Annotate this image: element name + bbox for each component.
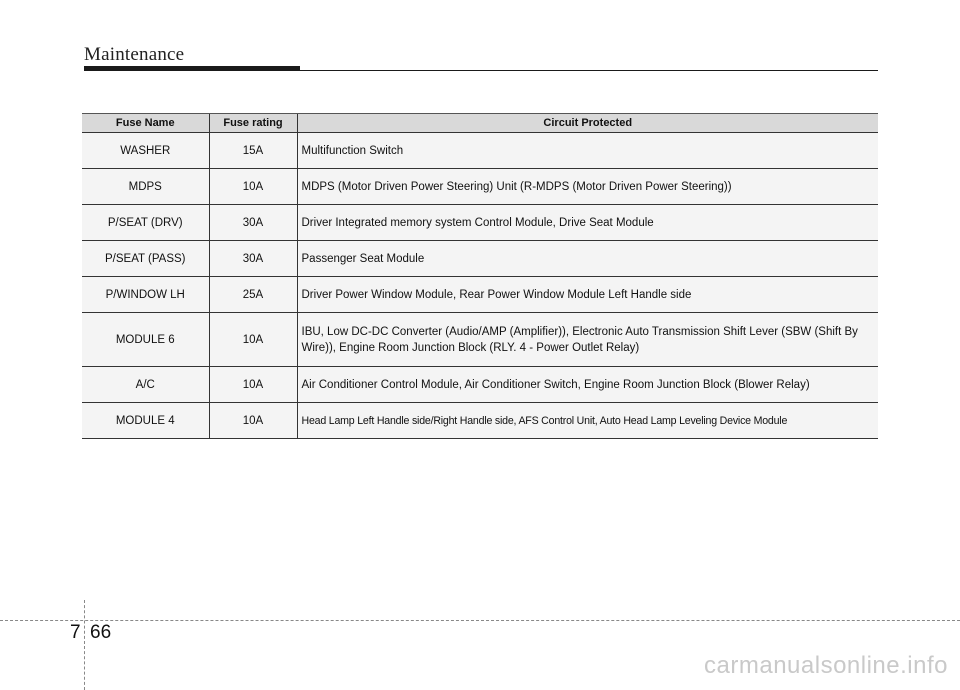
footer-crop-line-vertical	[84, 600, 85, 690]
fuse-rating-cell: 30A	[209, 205, 297, 241]
table-row	[82, 367, 878, 403]
fuse-rating-cell: 10A	[209, 403, 297, 439]
fuse-name-cell: P/WINDOW LH	[82, 277, 209, 313]
circuit-cell: Air Conditioner Control Module, Air Conditioner Switch, Engine Room Junction Block (Blower Relay)	[297, 367, 878, 403]
table-header-row	[82, 114, 878, 133]
header-fuse-rating: Fuse rating	[209, 114, 297, 133]
table-row	[82, 169, 878, 205]
header-fuse-name: Fuse Name	[82, 114, 209, 133]
fuse-rating-cell: 10A	[209, 313, 297, 367]
circuit-cell: MDPS (Motor Driven Power Steering) Unit (R-MDPS (Motor Driven Power Steering))	[297, 169, 878, 205]
table-row	[82, 241, 878, 277]
page-number: 66	[90, 622, 112, 643]
footer-crop-line-horizontal	[0, 620, 960, 621]
fuse-rating-cell: 25A	[209, 277, 297, 313]
fuse-name-cell: MODULE 6	[82, 313, 209, 367]
table-row	[82, 403, 878, 439]
circuit-cell: Driver Power Window Module, Rear Power Window Module Left Handle side	[297, 277, 878, 313]
table-row	[82, 313, 878, 367]
watermark-text: carmanualsonline.info	[704, 652, 948, 679]
table-row	[82, 205, 878, 241]
chapter-number: 7	[70, 622, 81, 643]
fuse-rating-cell: 15A	[209, 133, 297, 169]
fuse-rating-cell: 30A	[209, 241, 297, 277]
table-row	[82, 277, 878, 313]
fuse-name-cell: P/SEAT (DRV)	[82, 205, 209, 241]
circuit-cell: Passenger Seat Module	[297, 241, 878, 277]
circuit-cell: Head Lamp Left Handle side/Right Handle side, AFS Control Unit, Auto Head Lamp Leveling Device Module	[297, 403, 878, 439]
fuse-name-cell: P/SEAT (PASS)	[82, 241, 209, 277]
fuse-rating-cell: 10A	[209, 367, 297, 403]
fuse-name-cell: A/C	[82, 367, 209, 403]
circuit-cell: Multifunction Switch	[297, 133, 878, 169]
header-circuit-protected: Circuit Protected	[297, 114, 878, 133]
table-row	[82, 133, 878, 169]
circuit-cell: IBU, Low DC-DC Converter (Audio/AMP (Amplifier)), Electronic Auto Transmission Shift Lever (SBW (Shift By Wire)), Engine Room Junction Block (RLY. 4 - Power Outlet Relay)	[297, 313, 878, 367]
header-accent-bar	[84, 66, 300, 71]
fuse-name-cell: WASHER	[82, 133, 209, 169]
header-rule	[300, 70, 878, 71]
page-header-title: Maintenance	[84, 44, 185, 65]
fuse-rating-cell: 10A	[209, 169, 297, 205]
fuse-table	[82, 113, 878, 439]
circuit-cell: Driver Integrated memory system Control Module, Drive Seat Module	[297, 205, 878, 241]
fuse-name-cell: MODULE 4	[82, 403, 209, 439]
fuse-name-cell: MDPS	[82, 169, 209, 205]
